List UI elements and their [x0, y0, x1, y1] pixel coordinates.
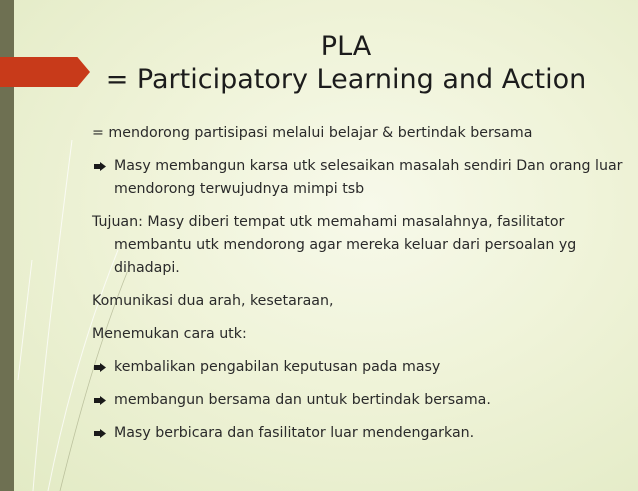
slide-body — [92, 122, 626, 455]
bullet-text: Masy berbicara dan fasilitator luar mendengarkan. — [114, 425, 475, 441]
slide-title — [96, 30, 596, 96]
arrow-bullet-icon — [94, 162, 106, 171]
bullet-item — [92, 155, 626, 201]
method-text: Menemukan cara utk: — [92, 326, 247, 342]
bullet-item — [92, 422, 626, 445]
arrow-bullet-icon — [94, 396, 106, 405]
bullet-item — [92, 389, 626, 412]
bullet-text: kembalikan pengabilan keputusan pada masy — [114, 359, 441, 375]
bullet-text: Masy membangun karsa utk selesaikan masalah sendiri Dan orang luar mendorong terwujudnya mimpi tsb — [114, 158, 623, 197]
title-line-1: PLA — [320, 31, 372, 62]
arrow-bullet-icon — [94, 363, 106, 372]
arrow-bullet-icon — [94, 429, 106, 438]
bullet-item — [92, 356, 626, 379]
communication-text: Komunikasi dua arah, kesetaraan, — [92, 293, 334, 309]
definition-text: = mendorong partisipasi melalui belajar & bertindak bersama — [92, 125, 533, 141]
bullet-text: membangun bersama dan untuk bertindak bersama. — [114, 392, 491, 408]
goal-text: Tujuan: Masy diberi tempat utk memahami masalahnya, fasilitator membantu utk mendorong agar mereka keluar dari persoalan yg dihadapi. — [92, 214, 577, 276]
title-line-2: = Participatory Learning and Action — [105, 64, 587, 95]
